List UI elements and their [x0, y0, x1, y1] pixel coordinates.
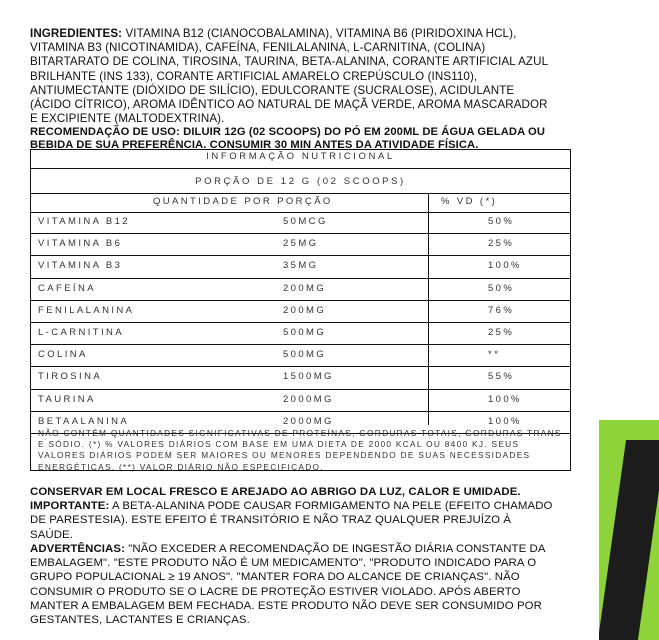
- nutrient-name: VITAMINA B6: [38, 238, 123, 250]
- usage-recommendation: RECOMENDAÇÃO DE USO: DILUIR 12G (02 SCOOPS) DO PÓ EM 200ML DE ÁGUA GELADA OU BEBIDA DE SUA PREFERÊNCIA. CONSUMIR 30 MIN ANTES DA ATIVIDADE FÍSICA.: [30, 126, 546, 151]
- nutrient-quantity: 35MG: [283, 260, 319, 272]
- table-row: [31, 301, 570, 323]
- nutrient-vd: 100%: [488, 393, 522, 405]
- quantity-header: QUANTIDADE POR PORÇÃO: [153, 196, 333, 207]
- nutrient-vd: 100%: [488, 260, 522, 272]
- table-column-header: [31, 194, 570, 213]
- table-footnote: NÃO CONTÉM QUANTIDADES SIGNIFICATIVAS DE PROTEÍNAS, GORDURAS TOTAIS, GORDURAS TRANS E SÓDIO. (*) % VALORES DIÁRIOS COM BASE EM UMA DIETA DE 2000 KCAL OU 8400 KJ. SEUS VALORES DIÁRIOS PODEM SER MAIORES OU MENORES DEPENDENDO DE SUAS NECESSIDADES ENERGÉTICAS. (**) VALOR DIÁRIO NÃO ESPECIFICADO.: [38, 428, 562, 472]
- nutrient-quantity: 1500MG: [283, 371, 334, 383]
- nutrient-quantity: 2000MG: [283, 393, 334, 405]
- nutrient-name: BETAALANINA: [38, 415, 130, 427]
- table-row: [31, 279, 570, 301]
- nutrient-name: VITAMINA B3: [38, 260, 123, 272]
- nutrient-name: FENILALANINA: [38, 304, 135, 316]
- nutrient-quantity: 25MG: [283, 238, 319, 250]
- important-text: A BETA-ALANINA PODE CAUSAR FORMIGAMENTO NA PELE (EFEITO CHAMADO DE PARESTESIA). ESTE EFEITO É TRANSITÓRIO E NÃO TRAZ QUALQUER PREJUÍZO À SAÚDE.: [30, 500, 553, 541]
- ingredients-block: [30, 27, 555, 126]
- nutrient-vd: 25%: [488, 238, 515, 250]
- table-row: [31, 367, 570, 389]
- table-rows: [31, 212, 570, 434]
- nutrient-name: TAURINA: [38, 393, 96, 405]
- ingredients-label: INGREDIENTES:: [30, 27, 123, 40]
- table-row: [31, 323, 570, 345]
- vd-header: % VD (*): [441, 196, 498, 207]
- table-row: [31, 234, 570, 256]
- nutrient-name: CAFEÍNA: [38, 282, 96, 294]
- warnings-label: ADVERTÊNCIAS:: [30, 542, 125, 555]
- nutrient-quantity: 200MG: [283, 304, 327, 316]
- warnings-text: "NÃO EXCEDER A RECOMENDAÇÃO DE INGESTÃO DIÁRIA CONSTANTE DA EMBALAGEM". "ESTE PRODUTO NÃO É UM MEDICAMENTO". "PRODUTO INDICADO PARA O GRUPO POPULACIONAL ≥ 19 ANOS". "MANTER FORA DO ALCANCE DE CRIANÇAS". NÃO CONSUMIR O PRODUTO SE O LACRE DE PROTEÇÃO ESTIVER VIOLADO. APÓS ABERTO MANTER A EMBALAGEM BEM FECHADA. ESTE PRODUTO NÃO DEVE SER CONSUMIDO POR GESTANTES, LACTANTES E CRIANÇAS.: [30, 542, 545, 627]
- nutrient-name: COLINA: [38, 349, 88, 361]
- table-portion: PORÇÃO DE 12 G (02 SCOOPS): [31, 169, 570, 194]
- nutrient-vd: 55%: [488, 371, 515, 383]
- table-row: [31, 212, 570, 234]
- nutrient-quantity: 500MG: [283, 349, 327, 361]
- nutrient-quantity: 2000MG: [283, 415, 334, 427]
- nutrient-vd: 50%: [488, 216, 515, 227]
- nutrient-vd: 50%: [488, 282, 515, 294]
- warnings-block: [30, 499, 555, 628]
- table-title: INFORMAÇÃO NUTRICIONAL: [31, 150, 570, 169]
- nutrient-quantity: 50MCG: [283, 216, 328, 227]
- table-row: [31, 256, 570, 278]
- important-label: IMPORTANTE:: [30, 500, 110, 512]
- nutrient-name: TIROSINA: [38, 371, 103, 383]
- nutrient-vd: 76%: [488, 304, 515, 316]
- nutrient-vd: 25%: [488, 326, 515, 338]
- table-row: [31, 390, 570, 412]
- ingredients-text: VITAMINA B12 (CIANOCOBALAMINA), VITAMINA B6 (PIRIDOXINA HCL), VITAMINA B3 (NICOTINAMIDA), CAFEÍNA, FENILALANINA, L-CARNITINA, (COLINA) BITARTARATO DE COLINA, TIROSINA, TAURINA, BETA-ALANINA, CORANTE ARTIFICIAL AZUL BRILHANTE (INS 133), CORANTE ARTIFICIAL AMARELO CREPÚSCULO (INS110), ANTIUMECTANTE (DIÓXIDO DE SILÍCIO), EDULCORANTE (SUCRALOSE), ACIDULANTE (ÁCIDO CÍTRICO), AROMA IDÊNTICO AO NATURAL DE MAÇÃ VERDE, AROMA MASCARADOR E EXCIPIENTE (MALTODEXTRINA).: [30, 27, 548, 126]
- table-row: [31, 345, 570, 367]
- nutrient-name: VITAMINA B12: [38, 216, 130, 227]
- nutrient-vd: **: [488, 349, 501, 361]
- nutrient-quantity: 200MG: [283, 282, 327, 294]
- nutrition-table: [30, 149, 571, 471]
- storage-instructions: CONSERVAR EM LOCAL FRESCO E AREJADO AO ABRIGO DA LUZ, CALOR E UMIDADE.: [30, 486, 521, 498]
- nutrient-name: L-CARNITINA: [38, 326, 125, 338]
- nutrient-quantity: 500MG: [283, 326, 327, 338]
- nutrient-vd: 100%: [488, 415, 522, 427]
